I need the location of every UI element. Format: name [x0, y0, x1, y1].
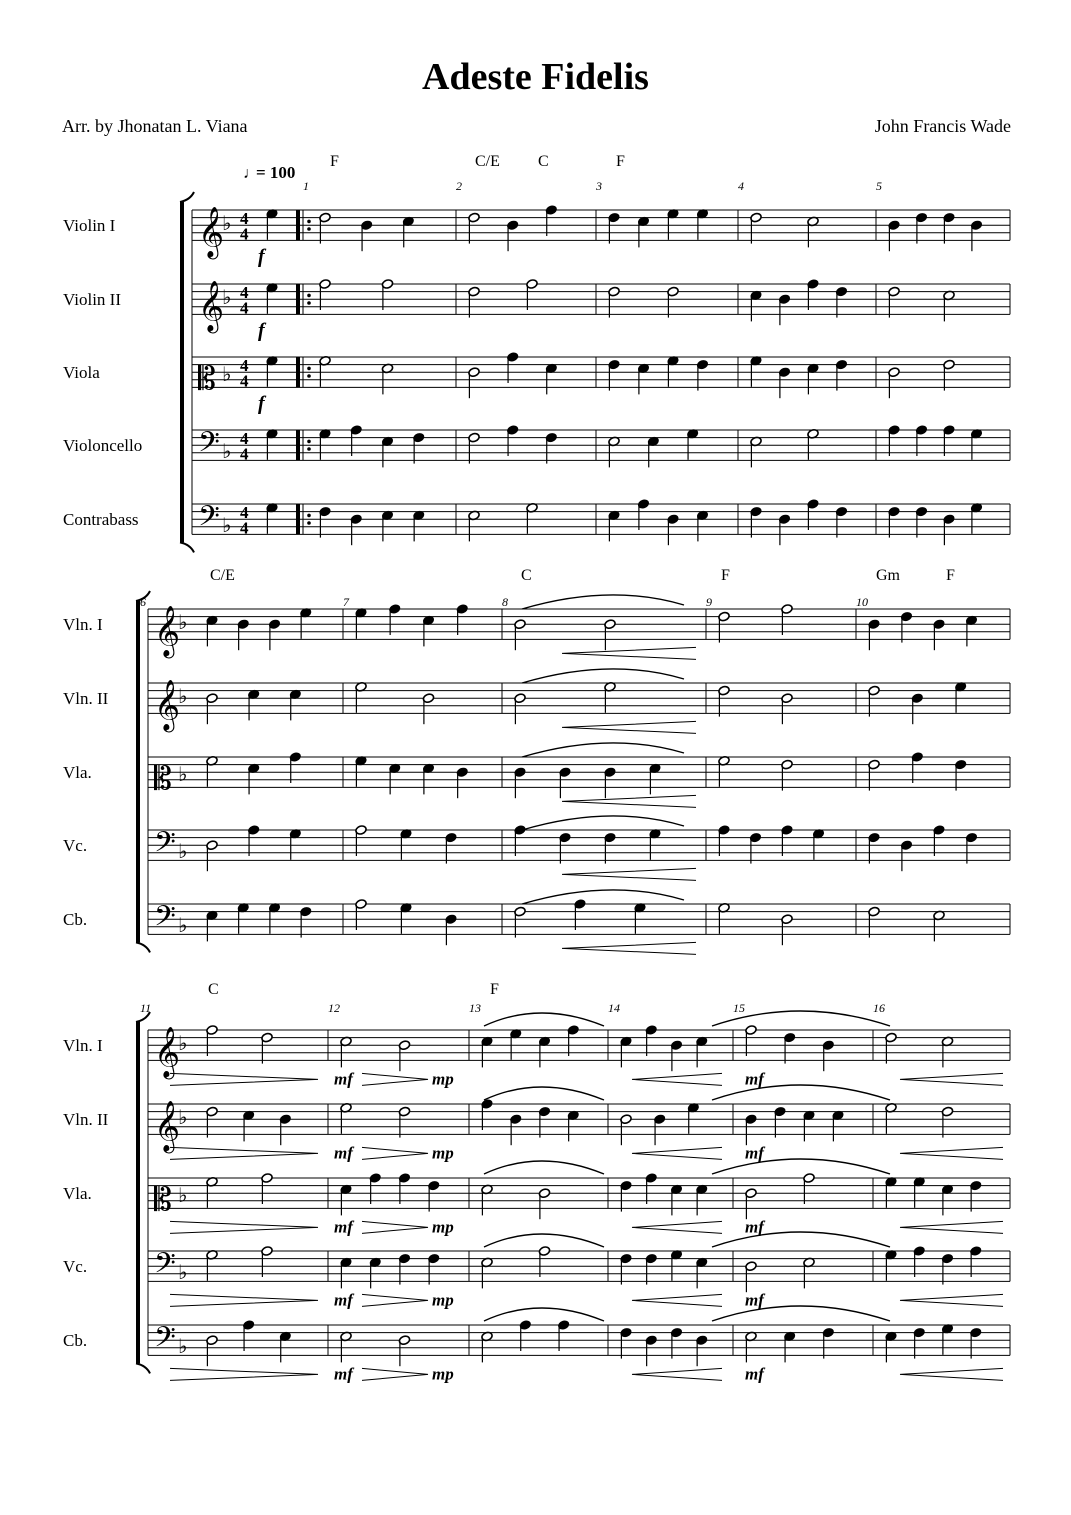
decrescendo-hairpin [362, 1221, 428, 1233]
dynamic-marking: mf [334, 1364, 353, 1384]
instrument-name: Vln. I [63, 1036, 103, 1056]
dynamic-marking: mp [432, 1217, 454, 1237]
repeat-dot [307, 447, 311, 451]
slur [712, 1159, 890, 1174]
chord-symbol: F [616, 153, 625, 170]
chord-symbol: C/E [475, 153, 500, 170]
measure-number: 8 [502, 595, 508, 609]
dynamic-marking: mp [432, 1364, 454, 1384]
alto-clef: 𝄡 [154, 1181, 172, 1218]
measure-number: 1 [303, 179, 309, 193]
crescendo-hairpin [632, 1368, 722, 1380]
bass-clef: 𝄢 [154, 1322, 176, 1360]
crescendo-hairpin [562, 647, 696, 659]
decrescendo-hairpin [362, 1294, 428, 1306]
bracket-top [180, 192, 194, 202]
crescendo-hairpin [562, 942, 696, 954]
dynamic-marking: mp [432, 1069, 454, 1089]
flat-key-signature: ♭ [178, 1107, 188, 1130]
crescendo-hairpin [562, 721, 696, 733]
flat-key-signature: ♭ [178, 1335, 188, 1358]
decrescendo-hairpin [900, 1147, 1003, 1159]
flat-key-signature: ♭ [222, 440, 232, 463]
dynamic-marking: mf [334, 1290, 353, 1310]
instrument-name: Cb. [63, 910, 88, 930]
chord-symbol: Gm [876, 567, 900, 584]
time-signature-top: 4 [240, 283, 249, 303]
crescendo-hairpin [632, 1294, 722, 1306]
slur [522, 890, 684, 904]
decrescendo-hairpin [900, 1368, 1003, 1380]
flat-key-signature: ♭ [178, 1185, 188, 1207]
crescendo-hairpin [562, 795, 696, 807]
measure-number: 2 [456, 179, 462, 193]
measure-number: 3 [596, 179, 602, 193]
decrescendo-hairpin [362, 1368, 428, 1380]
time-signature-bottom: 4 [240, 298, 249, 318]
dynamic-marking: mf [745, 1290, 764, 1310]
slur [522, 743, 684, 757]
repeat-dot [307, 374, 311, 378]
measure-number: 10 [856, 595, 868, 609]
flat-key-signature: ♭ [222, 213, 232, 236]
decrescendo-hairpin [362, 1147, 428, 1159]
flat-key-signature: ♭ [178, 764, 188, 786]
instrument-name: Vla. [63, 1184, 92, 1204]
instrument-name: Violin II [63, 290, 121, 310]
flat-key-signature: ♭ [178, 686, 188, 709]
instrument-name: Contrabass [63, 510, 139, 530]
slur [712, 1232, 890, 1247]
measure-number: 4 [738, 179, 744, 193]
instrument-name: Violin I [63, 216, 116, 236]
decrescendo-hairpin [170, 1221, 318, 1233]
flat-key-signature: ♭ [178, 914, 188, 937]
decrescendo-hairpin [170, 1294, 318, 1306]
chord-symbol: C [538, 153, 549, 170]
chord-symbol: C [521, 567, 532, 584]
decrescendo-hairpin [900, 1294, 1003, 1306]
instrument-name: Vc. [63, 836, 88, 856]
chord-symbol: C/E [210, 567, 235, 584]
bracket-bottom [180, 542, 194, 552]
repeat-dot [307, 301, 311, 305]
crescendo-hairpin [632, 1221, 722, 1233]
slur [712, 1085, 890, 1100]
crescendo-hairpin [562, 868, 696, 880]
time-signature-bottom: 4 [240, 444, 249, 464]
flat-key-signature: ♭ [222, 514, 232, 537]
crescendo-hairpin [632, 1147, 722, 1159]
decrescendo-hairpin [170, 1073, 318, 1085]
dynamic-marking: mf [745, 1143, 764, 1163]
time-signature-top: 4 [240, 356, 249, 376]
slur [484, 1234, 604, 1247]
flat-key-signature: ♭ [222, 287, 232, 310]
measure-number: 13 [469, 1001, 481, 1015]
dynamic-marking: mf [745, 1364, 764, 1384]
treble-clef: 𝄞 [198, 281, 225, 331]
dynamic-marking: f [258, 392, 265, 415]
chord-symbol: F [330, 153, 339, 170]
chord-symbol: F [946, 567, 955, 584]
flat-key-signature: ♭ [178, 612, 188, 635]
instrument-name: Vla. [63, 763, 92, 783]
bracket-bottom [136, 942, 150, 952]
decrescendo-hairpin [362, 1073, 428, 1085]
repeat-dot [307, 220, 311, 224]
dynamic-marking: mp [432, 1143, 454, 1163]
tempo-marking: = 100 [256, 163, 296, 182]
measure-number: 6 [140, 595, 146, 609]
flat-key-signature: ♭ [178, 1261, 188, 1284]
time-signature-bottom: 4 [240, 371, 249, 391]
instrument-name: Cb. [63, 1331, 88, 1351]
instrument-name: Vc. [63, 1257, 88, 1277]
time-signature-bottom: 4 [240, 224, 249, 244]
bass-clef: 𝄢 [198, 501, 220, 539]
dynamic-marking: mf [334, 1069, 353, 1089]
time-signature-top: 4 [240, 429, 249, 449]
crescendo-hairpin [632, 1073, 722, 1085]
chord-symbol: F [490, 981, 499, 998]
measure-number: 11 [140, 1001, 152, 1015]
instrument-name: Violoncello [63, 436, 143, 456]
treble-clef: 𝄞 [154, 1101, 181, 1151]
chord-symbol: C [208, 981, 219, 998]
repeat-dot [307, 514, 311, 518]
time-signature-bottom: 4 [240, 518, 249, 538]
treble-clef: 𝄞 [154, 1027, 181, 1077]
slur [522, 816, 684, 830]
dynamic-marking: mf [334, 1143, 353, 1163]
treble-clef: 𝄞 [198, 207, 225, 257]
repeat-dot [307, 227, 311, 231]
instrument-name: Vln. II [63, 1110, 109, 1130]
dynamic-marking: mp [432, 1290, 454, 1310]
measure-number: 7 [343, 595, 349, 609]
alto-clef: 𝄡 [154, 760, 172, 797]
measure-number: 15 [733, 1001, 745, 1015]
decrescendo-hairpin [900, 1221, 1003, 1233]
decrescendo-hairpin [170, 1368, 318, 1380]
flat-key-signature: ♭ [178, 1033, 188, 1056]
flat-key-signature: ♭ [222, 364, 232, 386]
dynamic-marking: mf [334, 1217, 353, 1237]
dynamic-marking: mf [745, 1217, 764, 1237]
bass-clef: 𝄢 [154, 1248, 176, 1286]
measure-number: 9 [706, 595, 712, 609]
slur [522, 595, 684, 609]
decrescendo-hairpin [170, 1147, 318, 1159]
dynamic-marking: f [258, 319, 265, 342]
treble-clef: 𝄞 [154, 606, 181, 656]
measure-number: 12 [328, 1001, 340, 1015]
slur [712, 1306, 890, 1321]
flat-key-signature: ♭ [178, 840, 188, 863]
repeat-dot [307, 294, 311, 298]
decrescendo-hairpin [900, 1073, 1003, 1085]
slur [484, 1013, 604, 1026]
bass-clef: 𝄢 [154, 901, 176, 939]
slur [484, 1308, 604, 1321]
instrument-name: Vln. I [63, 615, 103, 635]
bass-clef: 𝄢 [198, 427, 220, 465]
measure-number: 5 [876, 179, 882, 193]
slur [522, 669, 684, 683]
tempo-note: ♩ [243, 165, 259, 182]
repeat-dot [307, 367, 311, 371]
bracket-bottom [136, 1363, 150, 1373]
measure-number: 16 [873, 1001, 885, 1015]
chord-symbol: F [721, 567, 730, 584]
alto-clef: 𝄡 [198, 360, 216, 397]
treble-clef: 𝄞 [154, 680, 181, 730]
time-signature-top: 4 [240, 209, 249, 229]
slur [484, 1087, 604, 1100]
repeat-dot [307, 521, 311, 525]
composer-credit: John Francis Wade [874, 116, 1011, 136]
bass-clef: 𝄢 [154, 827, 176, 865]
dynamic-marking: mf [745, 1069, 764, 1089]
repeat-dot [307, 440, 311, 444]
measure-number: 14 [608, 1001, 620, 1015]
arranger-credit: Arr. by Jhonatan L. Viana [62, 116, 248, 136]
instrument-name: Viola [63, 363, 100, 383]
dynamic-marking: f [258, 245, 265, 268]
time-signature-top: 4 [240, 503, 249, 523]
instrument-name: Vln. II [63, 689, 109, 709]
slur [484, 1161, 604, 1174]
score-title: Adeste Fidelis [422, 56, 649, 98]
